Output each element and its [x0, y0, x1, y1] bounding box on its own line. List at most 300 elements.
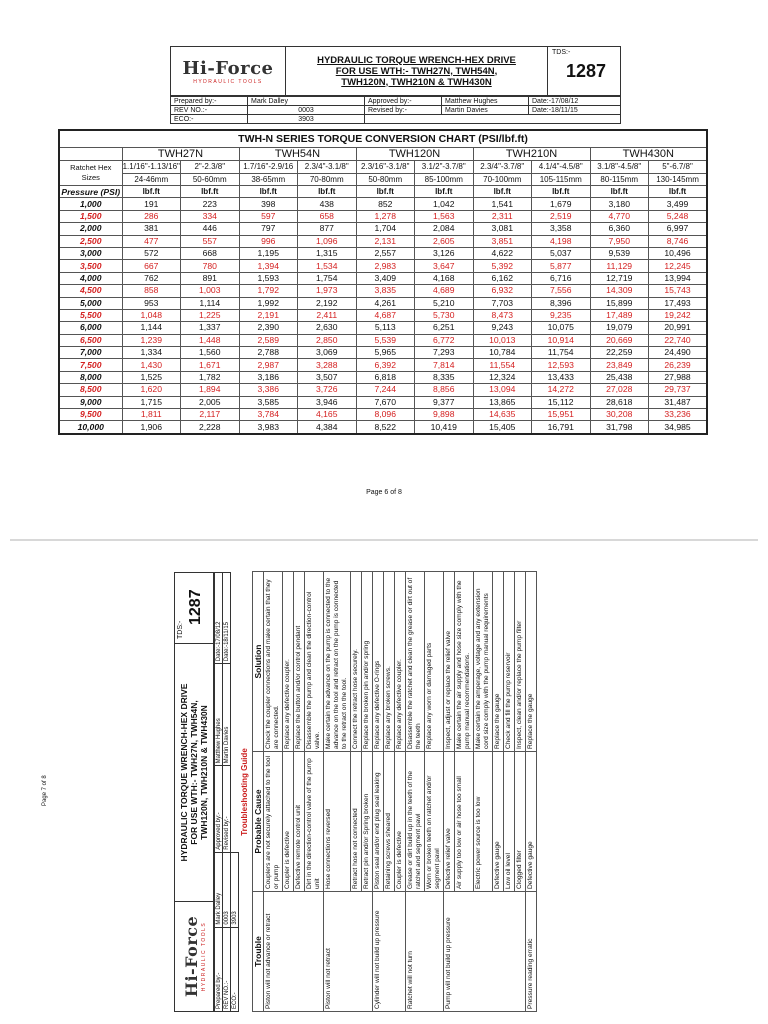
torque-cell: 6,162: [473, 272, 532, 284]
pressure-cell: 1,000: [59, 198, 122, 210]
title-line-1: HYDRAULIC TORQUE WRENCH-HEX DRIVE: [317, 54, 516, 66]
torque-cell: 3,507: [298, 371, 357, 383]
torque-cell: 2,850: [298, 334, 357, 346]
table-row: [59, 384, 707, 396]
solution-cell: Check and fill the pump reservoir: [504, 572, 515, 752]
tds-box-2: [175, 573, 213, 643]
pressure-cell: 2,000: [59, 223, 122, 235]
model-header: TWH430N: [590, 148, 707, 161]
torque-cell: 17,493: [649, 297, 708, 309]
prepared-by-label: Prepared by:-: [215, 927, 223, 1011]
torque-cell: 1,337: [181, 322, 240, 334]
solution-cell: Connect the retract hose securely.: [351, 572, 362, 752]
torque-cell: 852: [356, 198, 415, 210]
cause-cell: Retract hose not connected: [351, 752, 362, 892]
cause-cell: Defective gauge: [493, 752, 504, 892]
table-row: [59, 235, 707, 247]
torque-cell: 1,973: [298, 285, 357, 297]
revised-date: Date:-18/11/15: [529, 106, 621, 115]
meta-empty: [442, 115, 529, 124]
revised-by: Martin Davies: [442, 106, 529, 115]
torque-cell: 762: [122, 272, 181, 284]
rev-number: 0003: [223, 852, 231, 927]
document-meta-2: [214, 572, 239, 1012]
tds-number: 1287: [187, 589, 204, 625]
torque-cell: 19,079: [590, 322, 649, 334]
solution-cell: Inspect, clean and/or replace the pump filter: [515, 572, 526, 752]
cause-cell: Coupler is defective: [395, 752, 406, 892]
col-trouble: Trouble: [253, 892, 264, 1012]
torque-cell: 1,782: [181, 371, 240, 383]
meta-row: [171, 115, 621, 124]
torque-cell: 3,835: [356, 285, 415, 297]
torque-cell: 1,144: [122, 322, 181, 334]
approved-by-label: Approved by:-: [215, 766, 223, 852]
hex-size-inch: 2.3/4"-3.7/8": [473, 161, 532, 174]
table-row: [59, 297, 707, 309]
hex-size-mm: 50-80mm: [356, 173, 415, 186]
troubleshooting-row: [526, 572, 537, 1012]
torque-cell: 3,288: [298, 359, 357, 371]
table-row: [59, 309, 707, 321]
torque-cell: 16,791: [532, 421, 591, 434]
hex-size-inch: 5"-6.7/8": [649, 161, 708, 174]
torque-cell: 1,906: [122, 421, 181, 434]
hex-size-inch: 1.7/16"-2.9/16: [239, 161, 298, 174]
unit-label: lbf.ft: [239, 186, 298, 198]
torque-cell: 3,126: [415, 247, 474, 259]
torque-cell: 3,069: [298, 347, 357, 359]
torque-cell: 334: [181, 210, 240, 222]
hex-size-mm: 80-115mm: [590, 173, 649, 186]
unit-label: lbf.ft: [532, 186, 591, 198]
meta-empty: [231, 766, 239, 852]
torque-cell: 1,560: [181, 347, 240, 359]
approved-date: Date:-17/08/12: [529, 97, 621, 106]
solution-cell: Check the coupler connections and make certain that they are connected.: [264, 572, 283, 752]
torque-cell: 2,117: [181, 409, 240, 421]
torque-cell: 572: [122, 247, 181, 259]
torque-cell: 996: [239, 235, 298, 247]
torque-cell: 1,225: [181, 309, 240, 321]
approved-by: Matthew Hughes: [442, 97, 529, 106]
prepared-by-label: Prepared by:-: [171, 97, 248, 106]
meta-row: [171, 97, 621, 106]
tds-label: TDS:-: [552, 49, 571, 56]
torque-cell: 477: [122, 235, 181, 247]
torque-cell: 17,489: [590, 309, 649, 321]
torque-cell: 5,877: [532, 260, 591, 272]
torque-cell: 5,210: [415, 297, 474, 309]
torque-cell: 597: [239, 210, 298, 222]
torque-cell: 1,448: [181, 334, 240, 346]
pressure-cell: 8,000: [59, 371, 122, 383]
torque-cell: 6,251: [415, 322, 474, 334]
torque-cell: 1,620: [122, 384, 181, 396]
cause-cell: Electric power source is too low: [474, 752, 493, 892]
hex-size-mm: 105-115mm: [532, 173, 591, 186]
torque-cell: 7,950: [590, 235, 649, 247]
torque-cell: 31,487: [649, 396, 708, 408]
revised-by: Martin Davies: [223, 664, 231, 766]
title-line-3: TWH120N, TWH210N & TWH430N: [341, 76, 492, 88]
torque-cell: 11,129: [590, 260, 649, 272]
pressure-cell: 9,500: [59, 409, 122, 421]
hex-size-mm: 130-145mm: [649, 173, 708, 186]
torque-cell: 953: [122, 297, 181, 309]
unit-label: lbf.ft: [298, 186, 357, 198]
torque-cell: 4,687: [356, 309, 415, 321]
unit-label: lbf.ft: [122, 186, 181, 198]
approved-by: Matthew Hughes: [215, 664, 223, 766]
col-solution: Solution: [253, 572, 264, 752]
torque-cell: 24,490: [649, 347, 708, 359]
trouble-cell: Piston will not advance or retract: [264, 892, 324, 1012]
torque-cell: 1,525: [122, 371, 181, 383]
solution-cell: Replace any defective coupler.: [283, 572, 294, 752]
title-line-1: HYDRAULIC TORQUE WRENCH-HEX DRIVE: [179, 683, 189, 862]
torque-cell: 2,311: [473, 210, 532, 222]
unit-label: lbf.ft: [356, 186, 415, 198]
torque-cell: 2,131: [356, 235, 415, 247]
unit-label: lbf.ft: [415, 186, 474, 198]
torque-cell: 6,932: [473, 285, 532, 297]
torque-cell: 3,499: [649, 198, 708, 210]
cause-cell: Dirt in the direction-control valve of the pump unit: [305, 752, 324, 892]
title-line-2: FOR USE WTH:- TWH27N, TWH54N,: [335, 65, 498, 77]
torque-cell: 2,228: [181, 421, 240, 434]
document-title-2: [175, 643, 213, 901]
torque-cell: 286: [122, 210, 181, 222]
title-line-3: TWH120N, TWH210N & TWH430N: [199, 705, 209, 840]
torque-cell: 1,715: [122, 396, 181, 408]
torque-cell: 10,013: [473, 334, 532, 346]
model-header: TWH210N: [473, 148, 590, 161]
document-meta: [170, 96, 621, 124]
cause-cell: Hose connections reversed: [324, 752, 351, 892]
document-header: [170, 46, 621, 126]
table-row: [59, 223, 707, 235]
torque-cell: 2,630: [298, 322, 357, 334]
torque-cell: 891: [181, 272, 240, 284]
torque-cell: 19,242: [649, 309, 708, 321]
eco-number: 3903: [231, 852, 239, 927]
torque-cell: 9,235: [532, 309, 591, 321]
torque-cell: 3,726: [298, 384, 357, 396]
troubleshooting-row: [264, 572, 283, 1012]
torque-cell: 15,951: [532, 409, 591, 421]
torque-cell: 2,788: [239, 347, 298, 359]
cause-cell: Low oil level: [504, 752, 515, 892]
rev-label: REV NO.:-: [171, 106, 248, 115]
torque-cell: 3,946: [298, 396, 357, 408]
torque-cell: 3,358: [532, 223, 591, 235]
torque-cell: 10,419: [415, 421, 474, 434]
cause-cell: Coupler is defective: [283, 752, 294, 892]
torque-cell: 7,556: [532, 285, 591, 297]
hex-size-inch: 3.1/8"-4.5/8": [590, 161, 649, 174]
rev-number: 0003: [248, 106, 365, 115]
torque-cell: 446: [181, 223, 240, 235]
torque-cell: 8,746: [649, 235, 708, 247]
torque-cell: 3,186: [239, 371, 298, 383]
torque-cell: 5,965: [356, 347, 415, 359]
table-row: [59, 247, 707, 259]
table-row: [59, 272, 707, 284]
torque-cell: 10,914: [532, 334, 591, 346]
torque-cell: 381: [122, 223, 181, 235]
torque-cell: 398: [239, 198, 298, 210]
troubleshooting-row: [373, 572, 384, 1012]
torque-cell: 11,754: [532, 347, 591, 359]
approved-by-label: Approved by:-: [365, 97, 442, 106]
torque-cell: 4,198: [532, 235, 591, 247]
solution-cell: Replace any defective O-rings: [373, 572, 384, 752]
pressure-cell: 5,500: [59, 309, 122, 321]
torque-cell: 2,411: [298, 309, 357, 321]
torque-cell: 797: [239, 223, 298, 235]
trouble-cell: Pump will not build up pressure: [444, 892, 526, 1012]
logo-subtext: HYDRAULIC TOOLS: [193, 78, 263, 85]
torque-cell: 3,851: [473, 235, 532, 247]
prepared-by: Mark Dalley: [215, 852, 223, 927]
torque-cell: 22,740: [649, 334, 708, 346]
torque-cell: 6,392: [356, 359, 415, 371]
table-row: [59, 322, 707, 334]
torque-cell: 20,669: [590, 334, 649, 346]
logo-subtext: HYDRAULIC TOOLS: [200, 921, 207, 992]
torque-cell: 22,259: [590, 347, 649, 359]
torque-cell: 6,716: [532, 272, 591, 284]
torque-cell: 34,985: [649, 421, 708, 434]
hex-size-mm: 85-100mm: [415, 173, 474, 186]
pressure-cell: 3,000: [59, 247, 122, 259]
tds-label: TDS:-: [177, 620, 184, 639]
torque-cell: 667: [122, 260, 181, 272]
revised-date: Date:-18/11/15: [223, 573, 231, 664]
unit-label: lbf.ft: [473, 186, 532, 198]
torque-cell: 1,394: [239, 260, 298, 272]
table-row: [59, 198, 707, 210]
torque-cell: 1,195: [239, 247, 298, 259]
col-probable-cause: Probable Cause: [253, 752, 264, 892]
torque-cell: 31,798: [590, 421, 649, 434]
torque-cell: 223: [181, 198, 240, 210]
trouble-cell: Pressure reading erratic: [526, 892, 537, 1012]
eco-label: ECO:-: [171, 115, 248, 124]
torque-cell: 780: [181, 260, 240, 272]
torque-cell: 3,386: [239, 384, 298, 396]
solution-cell: Make certain the amperage, voltage and any extension cord size comply with the pump manual requirements: [474, 572, 493, 752]
cause-cell: Air supply too low or air hose too small: [455, 752, 474, 892]
torque-cell: 8,396: [532, 297, 591, 309]
table-row: [59, 260, 707, 272]
torque-cell: 668: [181, 247, 240, 259]
torque-cell: 6,818: [356, 371, 415, 383]
meta-empty: [231, 573, 239, 664]
eco-number: 3903: [248, 115, 365, 124]
table-row: [59, 409, 707, 421]
torque-cell: 7,670: [356, 396, 415, 408]
torque-cell: 3,180: [590, 198, 649, 210]
prepared-by: Mark Dalley: [248, 97, 365, 106]
torque-cell: 4,622: [473, 247, 532, 259]
torque-cell: 1,430: [122, 359, 181, 371]
table-row: [59, 210, 707, 222]
torque-cell: 13,094: [473, 384, 532, 396]
torque-cell: 13,865: [473, 396, 532, 408]
torque-cell: 1,315: [298, 247, 357, 259]
solution-cell: Replace the broken pin and/or spring: [362, 572, 373, 752]
table-row: [59, 334, 707, 346]
torque-cell: 2,605: [415, 235, 474, 247]
torque-cell: 23,849: [590, 359, 649, 371]
cause-cell: Defective relief valve: [444, 752, 455, 892]
page-number: Page 6 of 8: [366, 489, 402, 496]
torque-cell: 7,703: [473, 297, 532, 309]
solution-cell: Replace any broken screws.: [384, 572, 395, 752]
cause-cell: Grease or dirt build up in the teeth of the ratchet and segment pawl: [406, 752, 425, 892]
torque-cell: 4,689: [415, 285, 474, 297]
solution-cell: Replace the button and/or control pendant: [294, 572, 305, 752]
torque-cell: 5,730: [415, 309, 474, 321]
unit-label: lbf.ft: [590, 186, 649, 198]
solution-cell: Replace any worn or damaged parts: [425, 572, 444, 752]
torque-cell: 13,433: [532, 371, 591, 383]
hi-force-logo-2: [175, 901, 213, 1011]
eco-label: ECO:-: [231, 927, 239, 1011]
table-row: [59, 371, 707, 383]
table-row: [59, 396, 707, 408]
torque-cell: 33,236: [649, 409, 708, 421]
torque-cell: 14,272: [532, 384, 591, 396]
meta-row: [231, 573, 239, 1012]
solution-cell: Make certain the advance on the pump is connected to the advance on the tool and retract on the pump is connected to the retract on the tool.: [324, 572, 351, 752]
torque-cell: 14,309: [590, 285, 649, 297]
meta-empty: [231, 664, 239, 766]
torque-cell: 10,784: [473, 347, 532, 359]
table-body: [59, 198, 707, 434]
troubleshooting-row: [406, 572, 425, 1012]
torque-cell: 1,541: [473, 198, 532, 210]
torque-cell: 1,992: [239, 297, 298, 309]
torque-cell: 8,096: [356, 409, 415, 421]
torque-cell: 658: [298, 210, 357, 222]
torque-cell: 5,539: [356, 334, 415, 346]
torque-cell: 14,635: [473, 409, 532, 421]
torque-cell: 1,042: [415, 198, 474, 210]
torque-cell: 27,988: [649, 371, 708, 383]
pressure-cell: 9,000: [59, 396, 122, 408]
torque-cell: 438: [298, 198, 357, 210]
meta-row: [215, 573, 223, 1012]
torque-cell: 2,557: [356, 247, 415, 259]
sizes-mm-row: [59, 173, 707, 186]
hex-size-mm: 50-60mm: [181, 173, 240, 186]
logo-text: Hi-Force: [181, 915, 201, 998]
page-number-2: Page 7 of 8: [42, 775, 48, 806]
torque-cell: 8,856: [415, 384, 474, 396]
torque-cell: 7,814: [415, 359, 474, 371]
torque-cell: 15,899: [590, 297, 649, 309]
torque-cell: 1,679: [532, 198, 591, 210]
solution-cell: Replace the gauge: [526, 572, 537, 752]
hex-size-mm: 24-46mm: [122, 173, 181, 186]
torque-cell: 1,671: [181, 359, 240, 371]
torque-cell: 3,983: [239, 421, 298, 434]
hi-force-logo: [171, 47, 286, 95]
hex-size-inch: 2.3/4"-3.1/8": [298, 161, 357, 174]
torque-cell: 12,245: [649, 260, 708, 272]
torque-cell: 2,519: [532, 210, 591, 222]
pressure-cell: 7,500: [59, 359, 122, 371]
torque-cell: 1,563: [415, 210, 474, 222]
trouble-cell: Cylinder will not build up pressure: [373, 892, 406, 1012]
troubleshooting-table: [252, 571, 537, 1012]
ratchet-hex-label: Ratchet Hex Sizes: [59, 161, 122, 186]
torque-cell: 2,191: [239, 309, 298, 321]
cause-cell: Piston seal and/or end plug seal leaking: [373, 752, 384, 892]
solution-cell: Disassemble the ratchet and clean the grease or dirt out of the teeth: [406, 572, 425, 752]
unit-label: lbf.ft: [181, 186, 240, 198]
torque-cell: 2,390: [239, 322, 298, 334]
torque-cell: 3,585: [239, 396, 298, 408]
torque-cell: 1,894: [181, 384, 240, 396]
pressure-cell: 3,500: [59, 260, 122, 272]
torque-cell: 877: [298, 223, 357, 235]
torque-cell: 2,192: [298, 297, 357, 309]
torque-cell: 1,048: [122, 309, 181, 321]
tds-box: [548, 47, 620, 95]
torque-cell: 2,084: [415, 223, 474, 235]
torque-cell: 7,293: [415, 347, 474, 359]
torque-cell: 2,987: [239, 359, 298, 371]
table-row: [59, 359, 707, 371]
table-title: TWH-N SERIES TORQUE CONVERSION CHART (PSI/lbf.ft): [59, 130, 707, 148]
model-corner: [59, 148, 122, 161]
tds-number: 1287: [566, 61, 607, 81]
torque-cell: 1,792: [239, 285, 298, 297]
pressure-cell: 2,500: [59, 235, 122, 247]
rev-label: REV NO.:-: [223, 927, 231, 1011]
torque-cell: 557: [181, 235, 240, 247]
torque-cell: 27,028: [590, 384, 649, 396]
cause-cell: Defective remote control unit: [294, 752, 305, 892]
revised-by-label: Revised by:-: [365, 106, 442, 115]
torque-cell: 8,335: [415, 371, 474, 383]
torque-cell: 1,278: [356, 210, 415, 222]
document-header-2: [174, 572, 214, 1012]
torque-cell: 4,168: [415, 272, 474, 284]
torque-cell: 20,991: [649, 322, 708, 334]
torque-cell: 2,589: [239, 334, 298, 346]
unit-label: lbf.ft: [649, 186, 708, 198]
hex-size-inch: 4.1/4"-4.5/8": [532, 161, 591, 174]
torque-cell: 4,165: [298, 409, 357, 421]
cause-cell: Couplers are not securely attached to the tool or pump: [264, 752, 283, 892]
model-header: TWH27N: [122, 148, 239, 161]
torque-cell: 1,534: [298, 260, 357, 272]
revised-by-label: Revised by:-: [223, 766, 231, 852]
pressure-cell: 6,500: [59, 334, 122, 346]
hex-size-inch: 3.1/2"-3.7/8": [415, 161, 474, 174]
torque-cell: 15,112: [532, 396, 591, 408]
torque-cell: 3,081: [473, 223, 532, 235]
torque-cell: 1,704: [356, 223, 415, 235]
pressure-cell: 4,000: [59, 272, 122, 284]
hex-size-inch: 1.1/16"-1.13/16": [122, 162, 180, 171]
hex-size-inch: 2"-2.3/8": [181, 161, 240, 174]
